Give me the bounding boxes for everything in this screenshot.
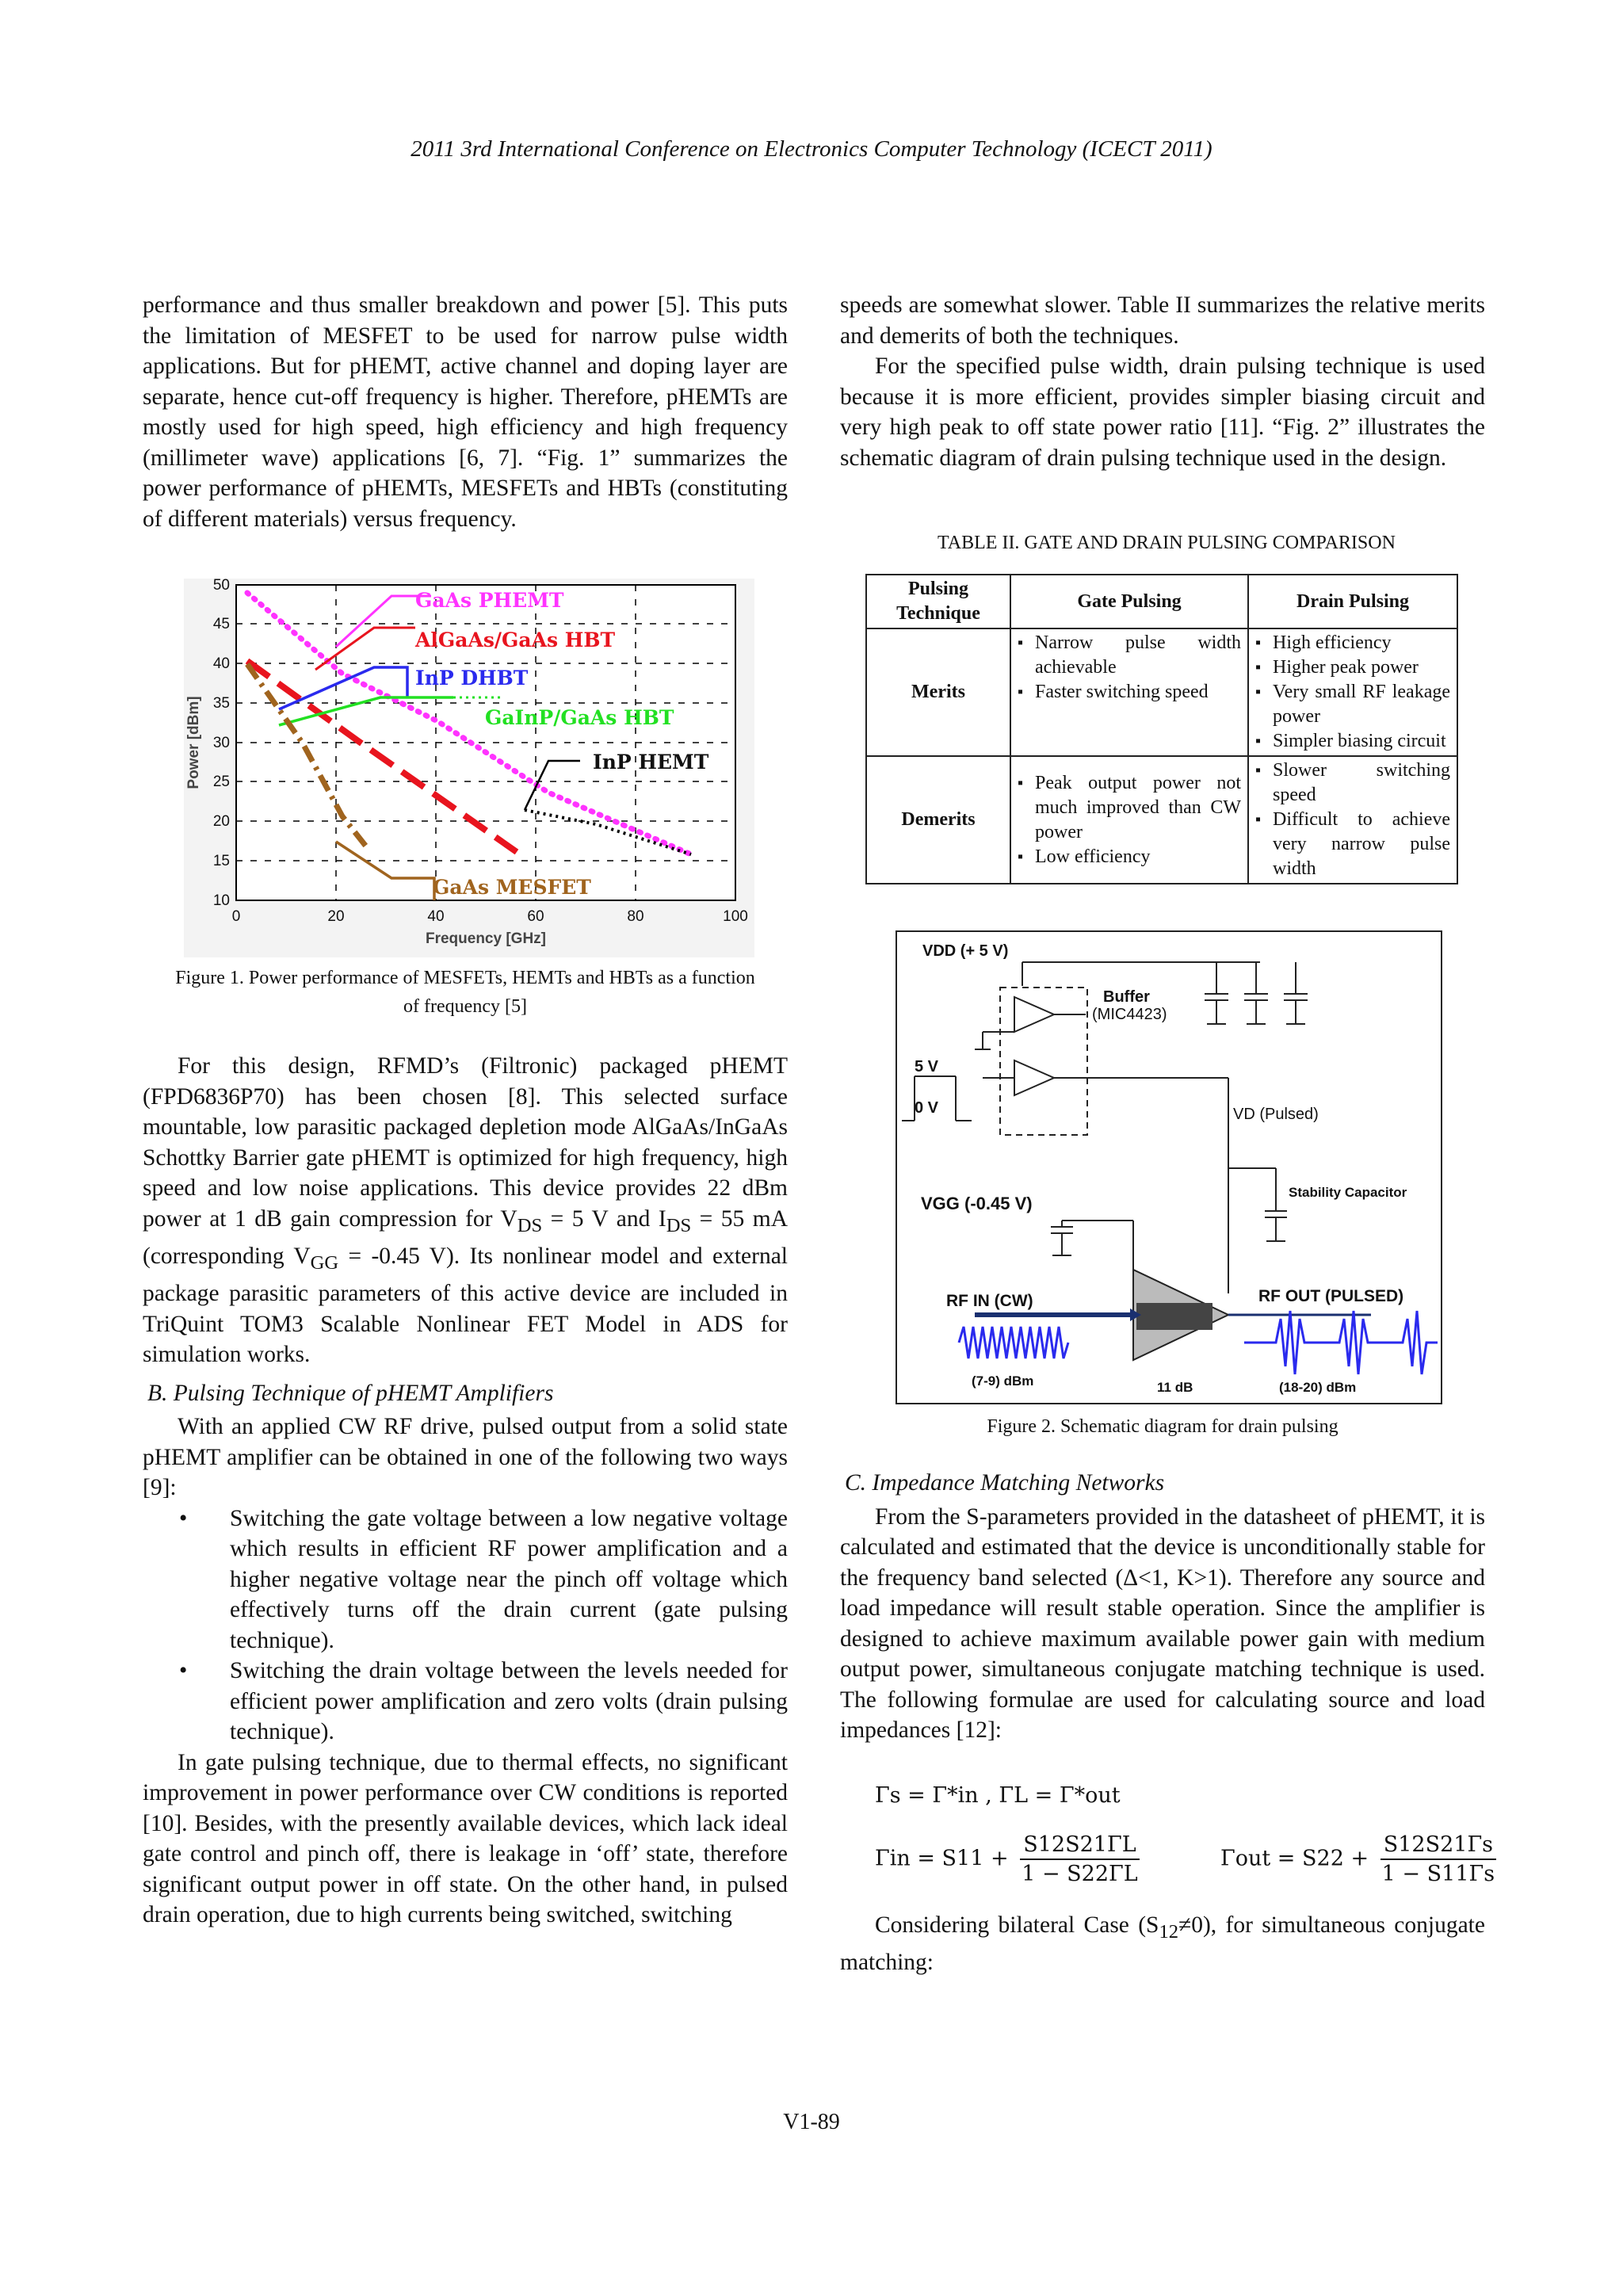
running-header: 2011 3rd International Conference on Electronics Computer Technology (ICECT 2011) <box>411 136 1212 162</box>
paragraph: speeds are somewhat slower. Table II summarizes the relative merits and demerits of both the techniques. <box>840 292 1485 349</box>
paragraph: For this design, RFMD’s (Filtronic) packaged pHEMT (FPD6836P70) has been chosen [8]. This selected surface mountable, low parasitic packaged depletion mode AlGaAs/InGaAs Schottky Barrier gate pHEMT is optimized for high frequency, high speed and low noise applications. This device provides 22 dBm power at 1 dB gain compression for $V_{DS} = 5$ V and $I_{DS} = 55$ mA (corresponding $V_{GG} = -0.45$ V). Its nonlinear model and external package parasitic parameters of this active device are included in TriQuint TOM3 Scalable Nonlinear FET Model in ADS for simulation works. <box>143 1053 789 1368</box>
table-header: Pulsing Technique <box>866 575 1010 628</box>
list-item: ▪ Difficult to achieve very narrow pulse width <box>1255 808 1450 881</box>
list-item: ▪ Higher peak power <box>1255 655 1450 680</box>
v5-label: 5 V <box>915 1058 939 1075</box>
equation-gamma-out: Γout = S22 + $\frac{S12S21\Gamma s}{1 - S11\Gamma s}$ <box>1220 1832 1495 1886</box>
series-label-gaas-phemt: GaAs PHEMT <box>415 589 564 612</box>
series-label-gaas-mesfet: GaAs MESFET <box>433 876 591 899</box>
paragraph: In gate pulsing technique, due to thermal effects, no significant improvement in power performance over CW conditions is reported [10]. Besides, with the presently available devices, which lack ideal gate control and pinch off, there is leakage in ‘off’ state, therefore significant output power in off state. On the other hand, in pulsed drain operation, due to high currents being switched, switching <box>143 1749 788 1928</box>
buffer-label: Buffer <box>1103 988 1150 1006</box>
series-label-inp-dhbt: InP DHBT <box>415 667 529 690</box>
list-item: ▪ Low efficiency <box>1018 845 1241 869</box>
list-item: • Switching the gate voltage between a low negative voltage which results in efficient RF power amplification and a higher negative voltage near the pinch off voltage which effectively turns off the drain current (gate pulsing technique). <box>179 1505 788 1653</box>
vd-label: VD (Pulsed) <box>1233 1106 1319 1123</box>
output-power-label: (18-20) dBm <box>1279 1380 1357 1395</box>
paragraph: Considering bilateral Case $(S_{12}\ne 0)$, for simultaneous conjugate matching: <box>840 1912 1485 1976</box>
x-tick: 40 <box>427 908 445 925</box>
list-item: • Switching the drain voltage between the levels needed for efficient power amplification and zero volts (drain pulsing technique). <box>179 1658 788 1745</box>
list-item: ▪ Simpler biasing circuit <box>1255 729 1450 754</box>
right-column-bottom <box>840 1468 1485 1746</box>
list-item: ▪ Very small RF leakage power <box>1255 680 1450 729</box>
input-power-label: (7-9) dBm <box>972 1373 1034 1389</box>
x-tick: 60 <box>527 908 544 925</box>
list-item: ▪ Peak output power not much improved than CW power <box>1018 771 1241 845</box>
list-item: ▪ Faster switching speed <box>1018 680 1241 705</box>
y-tick: 10 <box>212 892 230 909</box>
table-cell <box>1010 756 1248 884</box>
list-item: ▪ Slower switching speed <box>1255 758 1450 808</box>
equation-gamma-in: Γin = S11 + $\frac{S12S21\Gamma L}{1 - S22\Gamma L}$ <box>875 1832 1138 1886</box>
list-item: ▪ Narrow pulse width achievable <box>1018 631 1241 680</box>
y-tick: 50 <box>212 579 230 594</box>
x-axis-label: Frequency [GHz] <box>425 930 547 947</box>
vgg-label: VGG (-0.45 V) <box>921 1194 1033 1213</box>
stability-label: Stability Capacitor <box>1289 1185 1407 1200</box>
paragraph: For the specified pulse width, drain pulsing technique is used because it is more efficient, provides simpler biasing circuit and very high peak to off state power ratio [11]. “Fig. 2” illustrates the schematic diagram of drain pulsing technique used in the design. <box>840 353 1485 471</box>
table-header: Gate Pulsing <box>1010 575 1248 628</box>
right-column-top <box>840 290 1485 473</box>
y-tick: 35 <box>212 695 230 712</box>
series-label-inp-hemt: InP HEMT <box>593 751 709 774</box>
table-cell <box>1248 756 1457 884</box>
y-tick: 25 <box>212 774 230 790</box>
paragraph: From the S-parameters provided in the datasheet of pHEMT, it is calculated and estimated that the device is unconditionally stable for the frequency band selected (Δ<1, K>1). Therefore any source and load impedance will result stable operation. Since the amplifier is designed to achieve maximum available power gain with medium output power, simultaneous conjugate matching technique is used. The following formulae are used for calculating source and load impedances [12]: <box>840 1503 1485 1743</box>
table-header: Drain Pulsing <box>1248 575 1457 628</box>
left-column-bottom <box>143 1051 788 1931</box>
page-number: V1-89 <box>783 2110 840 2134</box>
table-caption: TABLE II. GATE AND DRAIN PULSING COMPARISON <box>938 533 1396 553</box>
list-item: ▪ High efficiency <box>1255 631 1450 655</box>
section-heading-b: B. Pulsing Technique of pHEMT Amplifiers <box>147 1380 554 1406</box>
x-tick: 100 <box>723 908 748 925</box>
gain-label: 11 dB <box>1157 1380 1193 1395</box>
x-tick: 0 <box>231 908 241 925</box>
rfout-label: RF OUT (PULSED) <box>1258 1287 1404 1305</box>
paragraph: performance and thus smaller breakdown and power [5]. This puts the limitation of MESFET to be used for narrow pulse width applications. But for pHEMT, active channel and doping layer are separate, hence cut-off frequency is higher. Therefore, pHEMTs are mostly used for high speed, high efficiency and high frequency (millimeter wave) applications [6, 7]. “Fig. 1” summarizes the power performance of pHEMTs, MESFETs and HBTs (constituting of different materials) versus frequency. <box>143 292 788 532</box>
left-column-top <box>143 290 788 534</box>
vdd-label: VDD (+ 5 V) <box>922 942 1009 960</box>
figure-2-schematic <box>896 930 1442 1406</box>
y-tick: 15 <box>212 853 230 869</box>
v0-label: 0 V <box>915 1099 939 1117</box>
table-cell <box>1248 628 1457 756</box>
y-tick: 20 <box>212 813 230 830</box>
rfin-label: RF IN (CW) <box>946 1292 1033 1310</box>
series-label-gainp-hbt: GaInP/GaAs HBT <box>485 706 674 729</box>
section-heading-c: C. Impedance Matching Networks <box>845 1470 1165 1496</box>
figure-1-caption: Figure 1. Power performance of MESFETs, HEMTs and HBTs as a function of frequency [5] <box>175 968 755 1017</box>
figure-1-chart <box>184 579 754 957</box>
paragraph: With an applied CW RF drive, pulsed output from a solid state pHEMT amplifier can be obtained in one of the following two ways [9]: <box>143 1414 788 1501</box>
y-tick: 30 <box>212 735 230 751</box>
phemt-label-backdrop <box>1136 1303 1212 1330</box>
y-tick: 45 <box>212 616 230 632</box>
table-cell <box>1010 628 1248 756</box>
x-tick: 20 <box>327 908 345 925</box>
y-axis-label: Power [dBm] <box>185 696 202 789</box>
row-label-demerits: Demerits <box>866 756 1010 884</box>
row-label-merits: Merits <box>866 628 1010 756</box>
series-label-algaas-hbt: AlGaAs/GaAs HBT <box>415 628 616 651</box>
y-tick: 40 <box>212 655 230 672</box>
right-column-end <box>840 1910 1485 1978</box>
comparison-table <box>865 574 1458 884</box>
mic-label: (MIC4423) <box>1092 1006 1167 1023</box>
figure-2-caption: Figure 2. Schematic diagram for drain pulsing <box>987 1416 1338 1437</box>
x-tick: 80 <box>627 908 644 925</box>
equation-reflection-coefficients: Γs = Γ*in , ΓL = Γ*out <box>875 1783 1121 1808</box>
